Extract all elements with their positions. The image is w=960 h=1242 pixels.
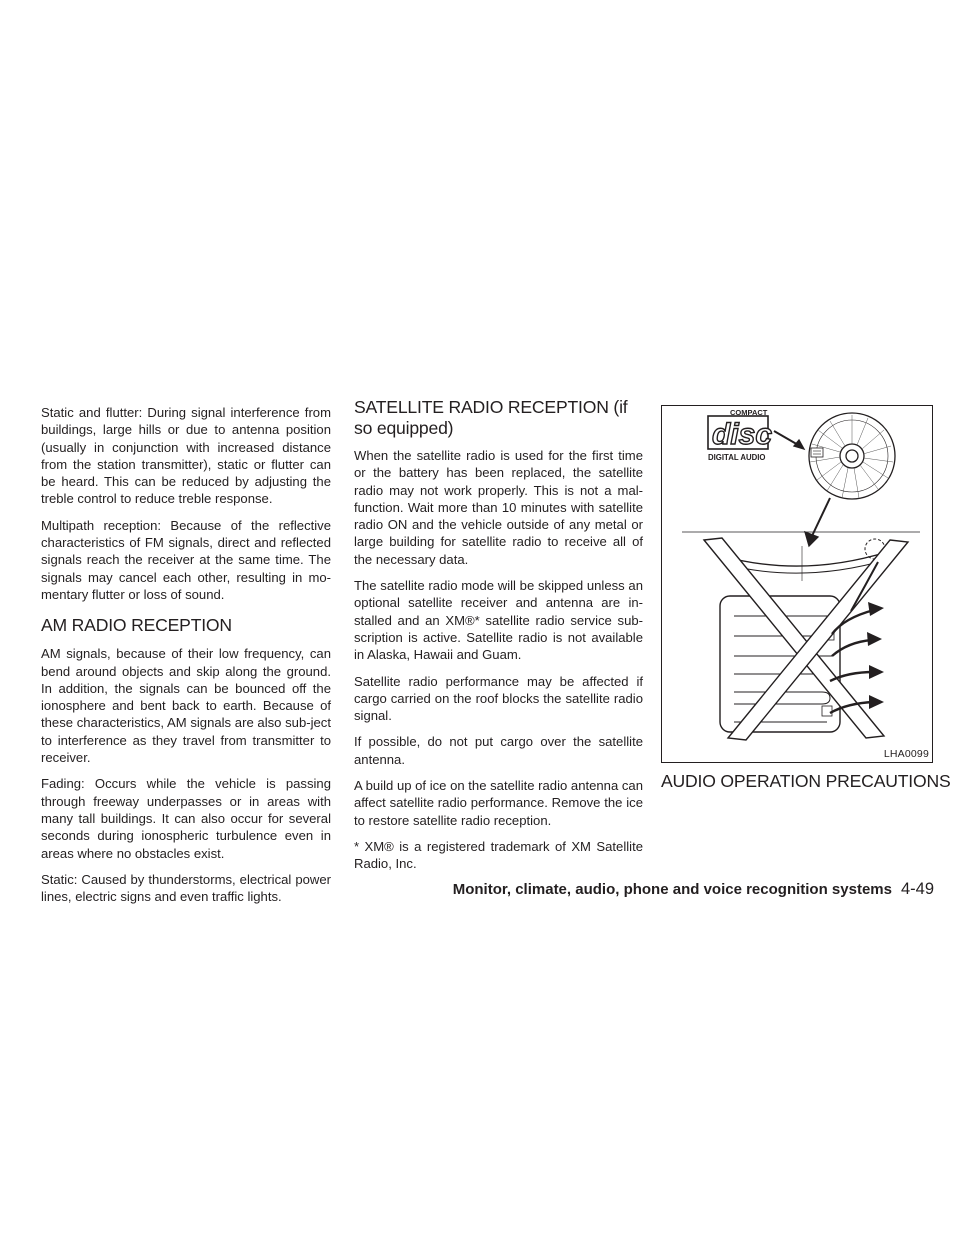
- paragraph-am-signals: AM signals, because of their low frequency, can bend around objects and skip along the ground. In addition, the signals can be bounced off the ionosphere and bent back to earth. Because of these characteristics, AM signals are also sub-ject to interference as they travel from transmitter to receiver.: [41, 646, 331, 766]
- left-column: [41, 404, 331, 914]
- paragraph-trademark: * XM® is a registered trademark of XM Satellite Radio, Inc.: [354, 838, 643, 872]
- figure-no-cd-in-cassette-slot: [661, 405, 933, 763]
- logo-digital-audio-text: DIGITAL AUDIO: [708, 453, 766, 462]
- page-footer: [453, 880, 934, 899]
- paragraph-static-flutter: Static and flutter: During signal interference from buildings, large hills or due to antenna position (usually in conjunction with increased distance from the station transmitter), static or flutter can be heard. This can be reduced by adjusting the treble control to reduce treble response.: [41, 405, 331, 507]
- heading-am-radio-reception: AM RADIO RECEPTION: [41, 615, 232, 636]
- paragraph-static: Static: Caused by thunderstorms, electrical power lines, electric signs and even traffic lights.: [41, 871, 331, 905]
- paragraph-skipped: The satellite radio mode will be skipped unless an optional satellite receiver and antenna are in-stalled and an XM®* satellite radio service sub-scription is active. Satellite radio is not available in Alaska, Hawaii and Guam.: [354, 578, 643, 663]
- paragraph-ice: A build up of ice on the satellite radio antenna can affect satellite radio performance. Remove the ice to restore satellite radio reception.: [354, 778, 643, 828]
- cd-disc-icon: [809, 413, 895, 499]
- figure-code-label: LHA0099: [883, 748, 929, 760]
- paragraph-cargo: Satellite radio performance may be affected if cargo carried on the roof blocks the satellite radio signal.: [354, 673, 643, 724]
- figure-illustration: [662, 406, 932, 762]
- heading-satellite-radio-reception: SATELLITE RADIO RECEPTION (if so equipped): [354, 397, 628, 438]
- paragraph-no-cargo: If possible, do not put cargo over the satellite antenna.: [354, 734, 643, 767]
- middle-column: [354, 397, 643, 882]
- logo-compact-text: COMPACT: [730, 408, 768, 417]
- paragraph-first-time: When the satellite radio is used for the first time or the battery has been replaced, the satellite radio may not work properly. This is not a mal-function. Wait more than 10 minutes with satellite radio ON and the vehicle outside of any metal or large building for satellite radio to receive all of the necessary data.: [354, 448, 643, 567]
- logo-disc-text: disc: [712, 418, 773, 451]
- paragraph-multipath: Multipath reception: Because of the reflective characteristics of FM signals, direct and reflected signals reach the receiver at the same time. The signals may cancel each other, resulting in mo-mentary flutter or loss of sound.: [41, 517, 331, 602]
- paragraph-fading: Fading: Occurs while the vehicle is passing through freeway underpasses or in areas with many tall buildings. It can also occur for several seconds during ionospheric turbulence even in areas where no obstacles exist.: [41, 776, 331, 861]
- heading-audio-operation-precautions: AUDIO OPERATION PRECAUTIONS: [661, 771, 951, 791]
- compact-disc-logo: [708, 408, 772, 462]
- footer-page-number: 4-49: [900, 880, 934, 898]
- footer-section-title: Monitor, climate, audio, phone and voice recognition systems: [452, 881, 892, 898]
